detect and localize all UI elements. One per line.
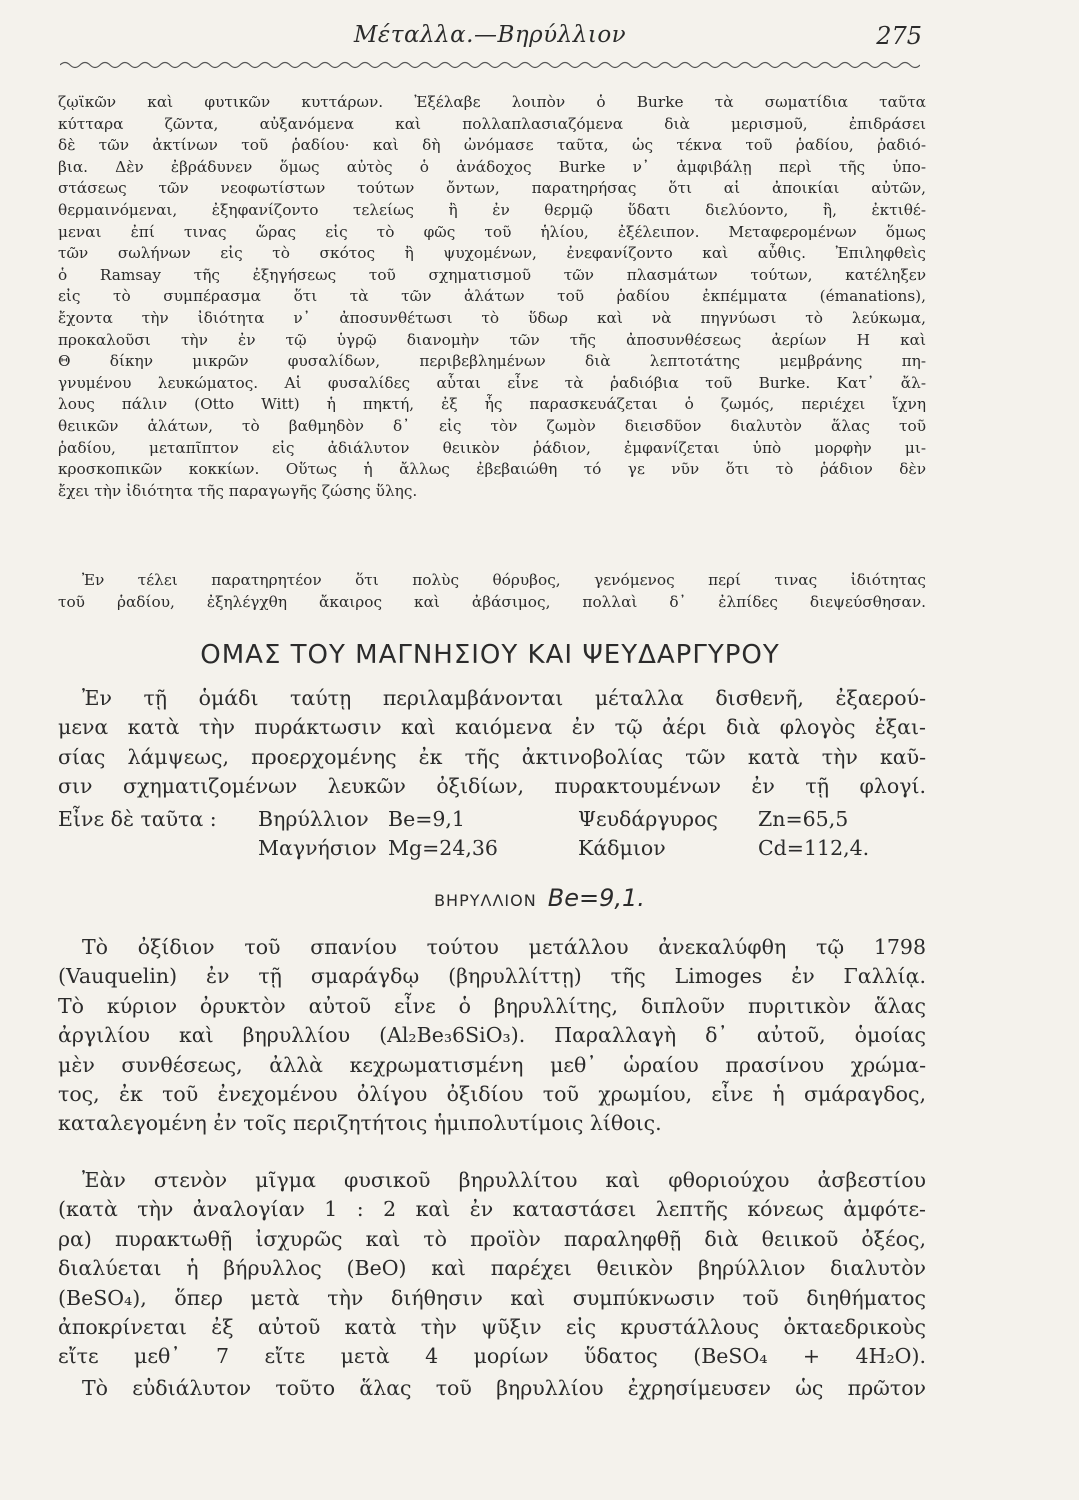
text-line: τῶν σωλήνων εἰς τὸ σκότος ἢ ψυχομένων, ἐνεφανίζοντο καὶ αὖθις. Ἐπιληφθεὶς <box>58 244 926 263</box>
text-line: (BeSO₄), ὅπερ μετὰ τὴν διήθησιν καὶ συμπύκνωσιν τοῦ διηθήματος <box>58 1285 926 1310</box>
beryllium-paragraph-3 <box>58 1374 926 1403</box>
text-line: ἔχει τὴν ἰδιότητα τῆς παραγωγῆς ζώσης ὕλης. <box>58 481 418 500</box>
metal-symbol: Mg=24,36 <box>388 836 498 860</box>
running-title: Μέταλλα.—Βηρύλλιον <box>353 22 627 48</box>
text-line: σίας λάμψεως, προερχομένης ἐκ τῆς ἀκτινοβολίας τῶν κατὰ τὴν καῦ- <box>58 744 926 769</box>
text-line: ἀποκρίνεται ἐξ αὐτοῦ κατὰ τὴν ψῦξιν εἰς κρυστάλλους ὀκταεδρικοὺς <box>58 1315 926 1340</box>
text-line: καταλεγομένη ἐν τοῖς περιζητήτοις ἡμιπολυτίμοις λίθοις. <box>58 1111 662 1136</box>
page-header <box>60 18 920 68</box>
continuation-paragraph <box>58 92 926 502</box>
text-line: (Vauquelin) ἐν τῇ σμαράγδῳ (βηρυλλίττῃ) τῆς Limoges ἐν Γαλλίᾳ. <box>58 964 926 989</box>
text-line: Ἐὰν στενὸν μῖγμα φυσικοῦ βηρυλλίτου καὶ φθοριούχου ἀσβεστίου <box>82 1168 926 1192</box>
page-number: 275 <box>876 22 922 50</box>
text-line: Τὸ ὀξίδιον τοῦ σπανίου τούτου μετάλλου ἀνεκαλύφθη τῷ 1798 <box>82 935 926 959</box>
text-line: ρα) πυρακτωθῇ ἰσχυρῶς καὶ τὸ προϊὸν παραληφθῇ διὰ θειικοῦ ὀξέος, <box>58 1226 926 1251</box>
text-line: τοῦ ῥαδίου, ἐξηλέγχθη ἄκαιρος καὶ ἀβάσιμος, πολλαὶ δ᾿ ἐλπίδες διεψεύσθησαν. <box>58 592 926 611</box>
metals-row <box>58 834 918 863</box>
text-line: ζῳϊκῶν καὶ φυτικῶν κυττάρων. Ἐξέλαβε λοιπὸν ὁ Burke τὰ σωματίδια ταῦτα <box>58 93 926 111</box>
text-line: στάσεως τῶν νεοφωτίστων τούτων ὄντων, παρατηρήσας ὅτι αἱ ἀποικίαι αὐτῶν, <box>58 179 926 198</box>
text-line: γνυμένου λευκώματος. Αἱ φυσαλίδες αὗται εἶνε τὰ ῥαδιόβια τοῦ Burke. Κατ᾿ ἄλ- <box>58 373 926 392</box>
subsection-heading <box>0 884 1079 912</box>
metal-symbol: Be=9,1 <box>388 807 465 831</box>
metals-row <box>58 805 918 834</box>
section-intro-paragraph <box>58 684 926 802</box>
text-line: Ἐν τῇ ὁμάδι ταύτῃ περιλαμβάνονται μέταλλα δισθενῆ, ἐξαερού- <box>82 686 926 710</box>
text-line: λους πάλιν (Otto Witt) ἡ πηκτή, ἐξ ἧς παρασκευάζεται ὁ ζωμός, περιέχει ἴχνη <box>58 395 926 414</box>
text-line: βια. Δὲν ἐβράδυνεν ὅμως αὐτὸς ὁ ἀνάδοχος Burke ν᾿ ἀμφιβάλῃ περὶ τῆς ὑπο- <box>58 157 926 176</box>
text-line: ὁ Ramsay τῆς ἐξηγήσεως τοῦ σχηματισμοῦ τῶν πλασμάτων τούτων, κατέληξεν <box>58 265 926 284</box>
metal-name: Ψευδάργυρος <box>578 807 718 831</box>
text-line: (κατὰ τὴν ἀναλογίαν 1 : 2 καὶ ἐν καταστάσει λεπτῆς κόνεως ἀμφότε- <box>58 1197 926 1222</box>
text-line: σιν σχηματιζομένων λευκῶν ὀξιδίων, πυρακτουμένων ἐν τῇ φλογί. <box>58 774 926 799</box>
metals-list <box>58 805 918 863</box>
text-line: Τὸ κύριον ὀρυκτὸν αὐτοῦ εἶνε ὁ βηρυλλίτης, διπλοῦν πυριτικὸν ἅλας <box>58 993 926 1018</box>
metal-name: Μαγνήσιον <box>258 836 377 860</box>
text-line: μενα κατὰ τὴν πυράκτωσιν καὶ καιόμενα ἐν τῷ ἀέρι διὰ φλογὸς ἐξαι- <box>58 715 926 740</box>
subsection-title: ΒΗΡΥΛΛΙΟΝ <box>434 891 537 910</box>
text-line: θερμαινόμεναι, ἐξηφανίζοντο τελείως ἢ ἐν θερμῷ ὕδατι διελύοντο, ἢ, ἐκτιθέ- <box>58 200 926 219</box>
header-wavy-rule <box>60 58 920 72</box>
metal-symbol: Zn=65,5 <box>758 807 849 831</box>
beryllium-paragraph-1 <box>58 933 926 1139</box>
section-heading: ΟΜΑΣ ΤΟΥ ΜΑΓΝΗΣΙΟΥ ΚΑΙ ΨΕΥΔΑΡΓΥΡΟΥ <box>200 640 780 670</box>
text-line: μεναι ἐπί τινας ὥρας εἰς τὸ φῶς τοῦ ἡλίου, ἐξέλειπον. Μεταφερομένων ὅμως <box>58 222 926 241</box>
text-line: κύτταρα ζῶντα, αὐξανόμενα καὶ πολλαπλασιαζόμενα διὰ μερισμοῦ, ἐπιδράσει <box>58 114 926 133</box>
text-line: εἰς τὸ συμπέρασμα ὅτι τὰ τῶν ἁλάτων τοῦ ῥαδίου ἐκπέμματα (émanations), <box>58 287 926 306</box>
subsection-symbol: Be=9,1. <box>547 884 645 912</box>
text-line: κροσκοπικῶν κοκκίων. Οὕτως ἡ ἄλλως ἐβεβαιώθη τό γε νῦν ὅτι τὸ ῥάδιον δὲν <box>58 460 926 479</box>
metal-name: Βηρύλλιον <box>258 807 369 831</box>
text-line: προκαλοῦσι τὴν ἐν τῷ ὑγρῷ διανομὴν τῶν τῆς ἀποσυνθέσεως ἀερίων Η καὶ <box>58 330 926 349</box>
beryllium-paragraph-2 <box>58 1166 926 1372</box>
text-line: ἀργιλίου καὶ βηρυλλίου (Al₂Be₃6SiO₃). Παραλλαγὴ δ᾿ αὐτοῦ, ὁμοίας <box>58 1023 926 1048</box>
text-line: Τὸ εὐδιάλυτον τοῦτο ἅλας τοῦ βηρυλλίου ἐχρησίμευσεν ὡς πρῶτον <box>82 1376 926 1400</box>
text-line: ἔχοντα τὴν ἰδιότητα ν᾿ ἀποσυνθέτωσι τὸ ὕδωρ καὶ νὰ πηγνύωσι τὸ λεύκωμα, <box>58 308 926 327</box>
text-line: διαλύεται ἡ βήρυλλος (BeO) καὶ παρέχει θειικὸν βηρύλλιον διαλυτὸν <box>58 1256 926 1281</box>
text-line: εἴτε μεθ᾿ 7 εἴτε μετὰ 4 μορίων ὕδατος (BeSO₄ + 4H₂O). <box>58 1344 926 1369</box>
text-line: θειικῶν ἁλάτων, τὸ βαθμηδὸν δ᾿ εἰς τὸν ζωμὸν διεισδῦον διαλυτὸν ἅλας τοῦ <box>58 416 926 435</box>
text-line: Θ δίκην μικρῶν φυσαλίδων, περιβεβλημένων διὰ λεπτοτάτης μεμβράνης πη- <box>58 352 926 371</box>
text-line: ῥαδίου, μεταπῖπτον εἰς ἀδιάλυτον θειικὸν ῥάδιον, ἐμφανίζεται ὑπὸ μορφὴν μι- <box>58 438 926 457</box>
text-line: μὲν συνθέσεως, ἀλλὰ κεχρωματισμένη μεθ᾿ ὡραίου πρασίνου χρώμα- <box>58 1052 926 1077</box>
metal-symbol: Cd=112,4. <box>758 836 870 860</box>
text-line: τος, ἐκ τοῦ ἐνεχομένου ὀλίγου ὀξιδίου τοῦ χρωμίου, εἶνε ἡ σμάραγδος, <box>58 1082 926 1107</box>
text-line: δὲ τῶν ἀκτίνων τοῦ ῥαδίου· καὶ δὴ ὠνόμασε ταῦτα, ὡς τέκνα τοῦ ῥαδίου, ῥαδιό- <box>58 136 926 155</box>
metals-lead: Εἶνε δὲ ταῦτα : <box>58 807 217 831</box>
closing-paragraph <box>58 570 926 613</box>
metal-name: Κάδμιον <box>578 836 666 860</box>
text-line: Ἐν τέλει παρατηρητέον ὅτι πολὺς θόρυβος, γενόμενος περί τινας ἰδιότητας <box>82 571 926 589</box>
